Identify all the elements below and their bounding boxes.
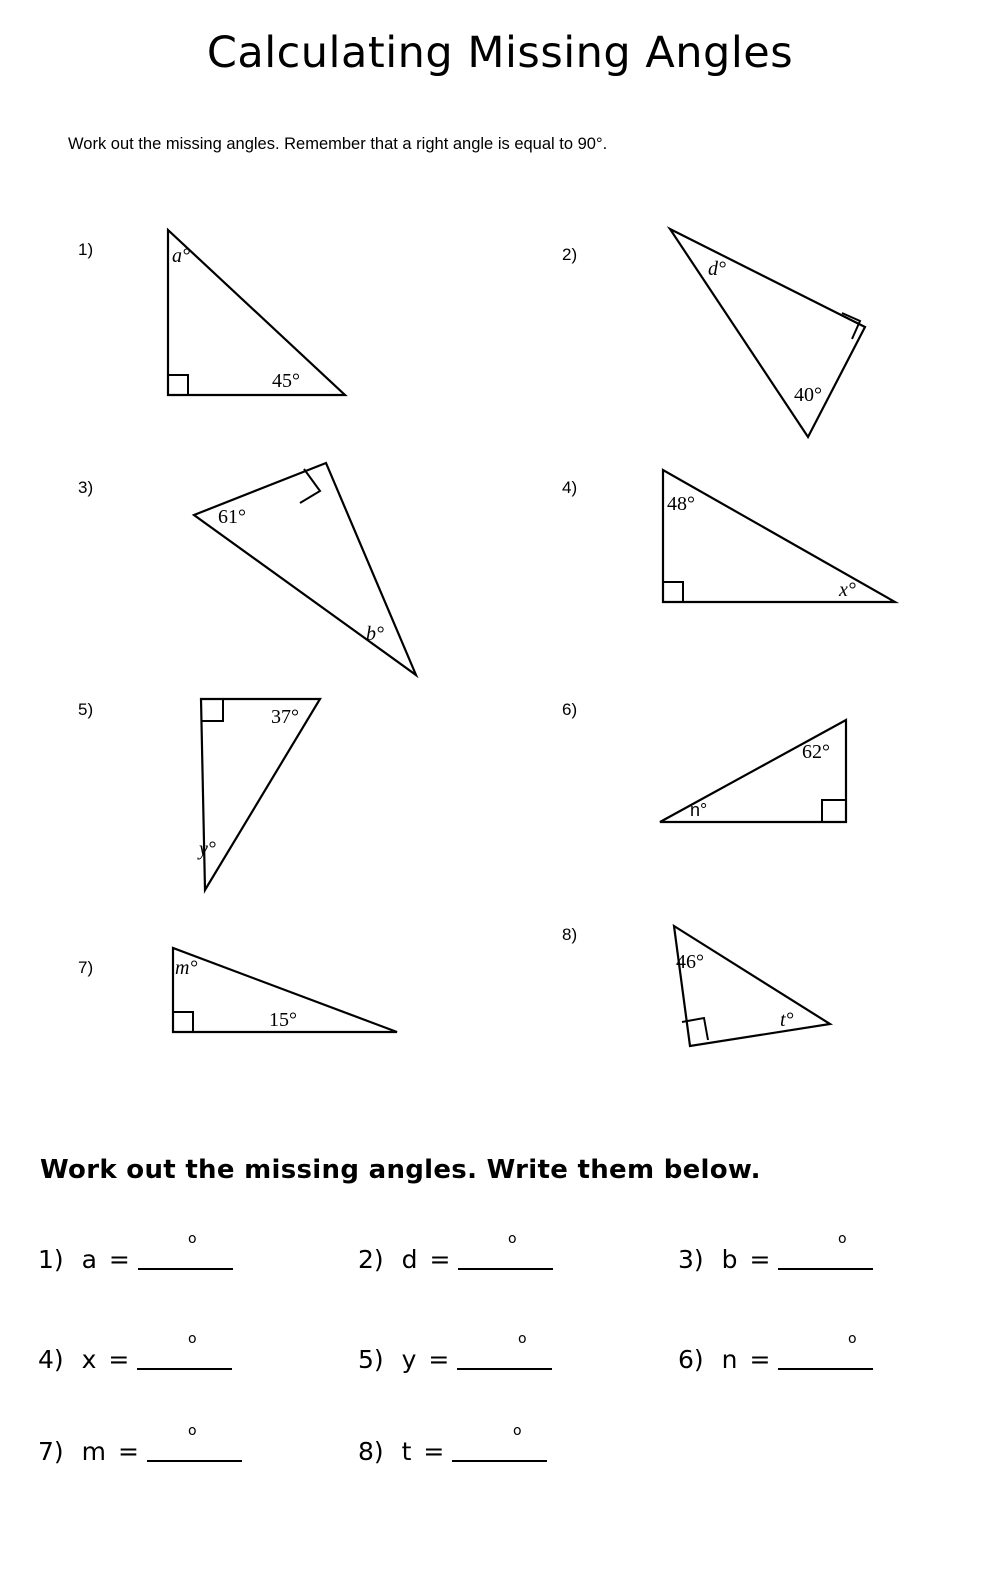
question-number-8: 8) <box>562 925 578 944</box>
angle-label-d: d° <box>708 258 726 280</box>
triangle-figure-7 <box>165 940 405 1050</box>
answer-item-6 <box>678 1331 873 1374</box>
answer-var-1: a <box>81 1245 97 1274</box>
angle-label-b: b° <box>366 623 384 645</box>
degree-symbol-2: o <box>508 1231 517 1247</box>
answer-equals-2: = <box>429 1245 451 1274</box>
section-2-heading: Work out the missing angles. Write them below. <box>40 1155 761 1185</box>
instructions-text: Work out the missing angles. Remember that a right angle is equal to 90°. <box>68 135 608 153</box>
answer-item-3 <box>678 1231 873 1274</box>
angle-label-m: m° <box>175 957 198 979</box>
answer-number-2: 2) <box>358 1245 384 1274</box>
angle-label-48: 48° <box>667 493 695 515</box>
degree-symbol-1: o <box>188 1231 197 1247</box>
triangle-figure-3 <box>180 455 440 695</box>
angle-label-40: 40° <box>794 384 822 406</box>
degree-symbol-7: o <box>188 1423 197 1439</box>
answer-equals-1: = <box>108 1245 130 1274</box>
answer-var-8: t <box>401 1437 412 1466</box>
question-number-5: 5) <box>78 700 94 719</box>
answer-var-3: b <box>721 1245 738 1274</box>
degree-symbol-5: o <box>518 1331 527 1347</box>
answer-row-2 <box>38 1317 968 1409</box>
answer-item-8 <box>358 1423 547 1466</box>
triangle-figure-1 <box>150 215 370 415</box>
angle-label-45: 45° <box>272 370 300 392</box>
answer-blank-2[interactable] <box>458 1248 553 1270</box>
answer-equals-6: = <box>749 1345 771 1374</box>
answer-blank-5[interactable] <box>457 1348 552 1370</box>
answer-blank-4[interactable] <box>137 1348 232 1370</box>
question-number-1: 1) <box>78 240 94 259</box>
answer-item-1 <box>38 1231 233 1274</box>
answer-number-4: 4) <box>38 1345 64 1374</box>
question-number-6: 6) <box>562 700 578 719</box>
answer-blank-6[interactable] <box>778 1348 873 1370</box>
question-number-2: 2) <box>562 245 578 264</box>
answer-item-4 <box>38 1331 232 1374</box>
triangle-figure-8 <box>660 918 860 1068</box>
degree-symbol-6: o <box>848 1331 857 1347</box>
answer-number-8: 8) <box>358 1437 384 1466</box>
answer-blank-8[interactable] <box>452 1440 547 1462</box>
answer-equals-3: = <box>749 1245 771 1274</box>
answer-number-7: 7) <box>38 1437 64 1466</box>
degree-symbol-8: o <box>513 1423 522 1439</box>
angle-label-a: a° <box>172 245 190 267</box>
angle-label-t: t° <box>780 1009 794 1031</box>
answer-var-2: d <box>401 1245 418 1274</box>
angle-label-y: y° <box>199 838 216 860</box>
degree-symbol-4: o <box>188 1331 197 1347</box>
answer-row-3 <box>38 1409 968 1501</box>
angle-label-46: 46° <box>676 951 704 973</box>
answer-row-1 <box>38 1225 968 1317</box>
answer-var-4: x <box>81 1345 97 1374</box>
answer-var-7: m <box>81 1437 106 1466</box>
answer-equals-8: = <box>423 1437 445 1466</box>
question-number-4: 4) <box>562 478 578 497</box>
page-title: Calculating Missing Angles <box>206 28 794 78</box>
answer-number-1: 1) <box>38 1245 64 1274</box>
answer-var-5: y <box>401 1345 417 1374</box>
answer-number-6: 6) <box>678 1345 704 1374</box>
angle-label-62: 62° <box>802 741 830 763</box>
triangle-figure-5 <box>185 685 355 905</box>
answer-equals-5: = <box>428 1345 450 1374</box>
question-number-7: 7) <box>78 958 94 977</box>
answer-number-5: 5) <box>358 1345 384 1374</box>
degree-symbol-3: o <box>838 1231 847 1247</box>
answer-var-6: n <box>721 1345 738 1374</box>
angle-label-15: 15° <box>269 1009 297 1031</box>
answer-number-3: 3) <box>678 1245 704 1274</box>
answer-item-2 <box>358 1231 553 1274</box>
triangle-figure-4 <box>655 462 905 622</box>
answer-equals-4: = <box>108 1345 130 1374</box>
answer-blank-1[interactable] <box>138 1248 233 1270</box>
angle-label-x: x° <box>839 579 856 601</box>
answer-blank-3[interactable] <box>778 1248 873 1270</box>
question-number-3: 3) <box>78 478 94 497</box>
answer-blank-7[interactable] <box>147 1440 242 1462</box>
triangle-figure-6 <box>650 710 880 845</box>
angle-label-37: 37° <box>271 706 299 728</box>
answer-item-5 <box>358 1331 552 1374</box>
answer-item-7 <box>38 1423 242 1466</box>
answer-equals-7: = <box>117 1437 139 1466</box>
angle-label-61: 61° <box>218 506 246 528</box>
angle-label-n: n° <box>690 800 708 820</box>
triangle-figure-2 <box>660 215 890 445</box>
answers-section <box>38 1225 968 1501</box>
